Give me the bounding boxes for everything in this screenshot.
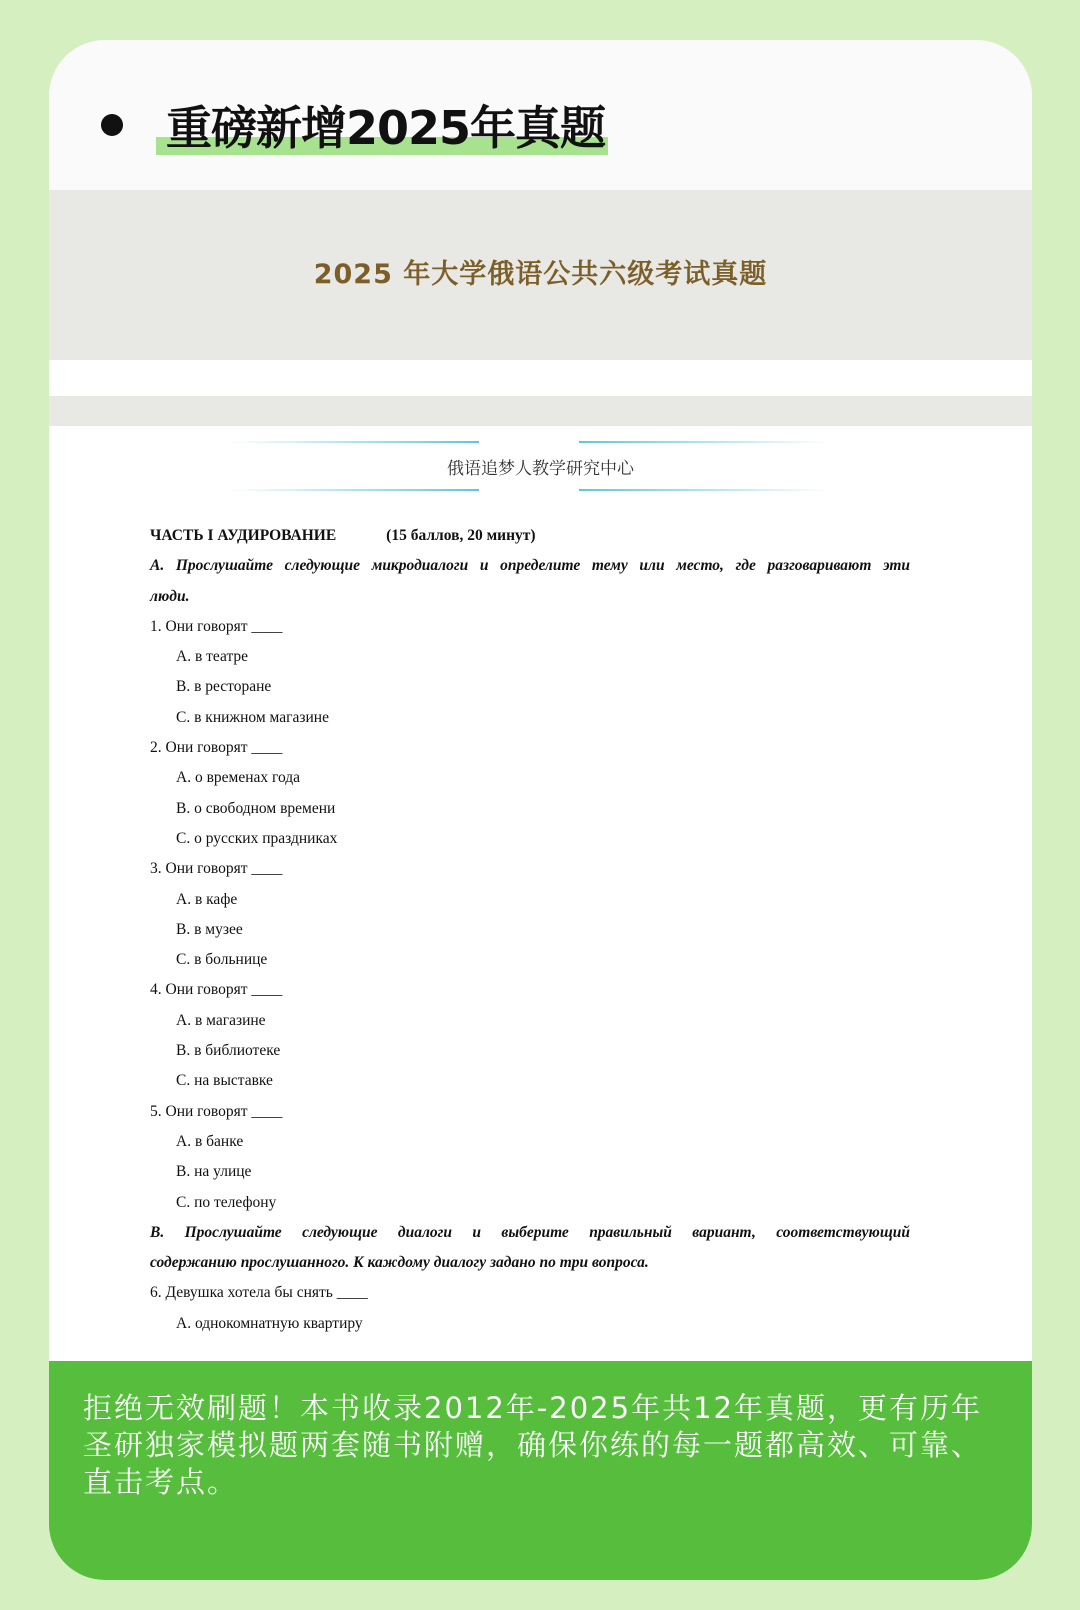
question: 4. Они говорят ____ <box>150 981 283 999</box>
footer-banner <box>49 1361 1032 1580</box>
document-title-band <box>49 190 1032 360</box>
separator-gap <box>49 360 1032 396</box>
answer-option: A. о временах года <box>176 769 301 787</box>
footer-text: 拒绝无效刷题！本书收录2012年-2025年共12年真题，更有历年圣研独家模拟题两套随书附赠，确保你练的每一题都高效、可靠、直击考点。 <box>83 1391 983 1499</box>
answer-option: B. о свободном времени <box>176 799 336 817</box>
answer-option: B. на улице <box>176 1163 252 1181</box>
answer-option: C. о русских праздниках <box>176 829 338 847</box>
answer-option: A. в магазине <box>176 1011 266 1029</box>
answer-option: C. по телефону <box>176 1193 277 1211</box>
answer-option: B. в музее <box>176 920 243 938</box>
answer-option: A. однокомнатную квартиру <box>176 1314 363 1332</box>
promo-card <box>49 40 1032 1580</box>
part-score: (15 баллов, 20 минут) <box>386 527 536 544</box>
section-a-instruction-cont: люди. <box>150 587 190 605</box>
question: 2. Они говорят ____ <box>150 739 283 757</box>
section-b-instruction: В. Прослушайте следующие диалоги и выберите правильный вариант, соответствующий <box>150 1223 910 1241</box>
decorative-line <box>579 489 829 491</box>
exam-page <box>49 426 1032 1386</box>
decorative-line <box>229 489 479 491</box>
answer-option: B. в библиотеке <box>176 1042 281 1060</box>
question: 3. Они говорят ____ <box>150 860 283 878</box>
question: 1. Они говорят ____ <box>150 617 283 635</box>
document-title: 2025 年大学俄语公共六级考试真题 <box>313 259 768 290</box>
answer-option: B. в ресторане <box>176 678 272 696</box>
question: 5. Они говорят ____ <box>150 1102 283 1120</box>
answer-option: A. в театре <box>176 648 249 666</box>
decorative-line <box>579 441 829 443</box>
answer-option: A. в банке <box>176 1132 244 1150</box>
question: 6. Девушка хотела бы снять ____ <box>150 1284 368 1302</box>
answer-option: C. на выставке <box>176 1072 273 1090</box>
bullet-dot-icon <box>101 114 123 136</box>
organization-name: 俄语追梦人教学研究中心 <box>447 459 634 479</box>
part-heading <box>150 521 910 551</box>
part-name: ЧАСТЬ I АУДИРОВАНИЕ <box>150 527 337 544</box>
answer-option: A. в кафе <box>176 890 238 908</box>
header <box>49 40 1032 190</box>
section-b-instruction-cont: содержанию прослушанного. К каждому диалогу задано по три вопроса. <box>150 1254 649 1272</box>
separator-strip <box>49 396 1032 426</box>
section-a-instruction: А. Прослушайте следующие микродиалоги и определите тему или место, где разговаривают эти <box>150 557 910 575</box>
decorative-line <box>229 441 479 443</box>
answer-option: C. в книжном магазине <box>176 708 329 726</box>
answer-option: C. в больнице <box>176 951 268 969</box>
headline: 重磅新增2025年真题 <box>166 101 606 155</box>
exam-content <box>150 521 910 1339</box>
